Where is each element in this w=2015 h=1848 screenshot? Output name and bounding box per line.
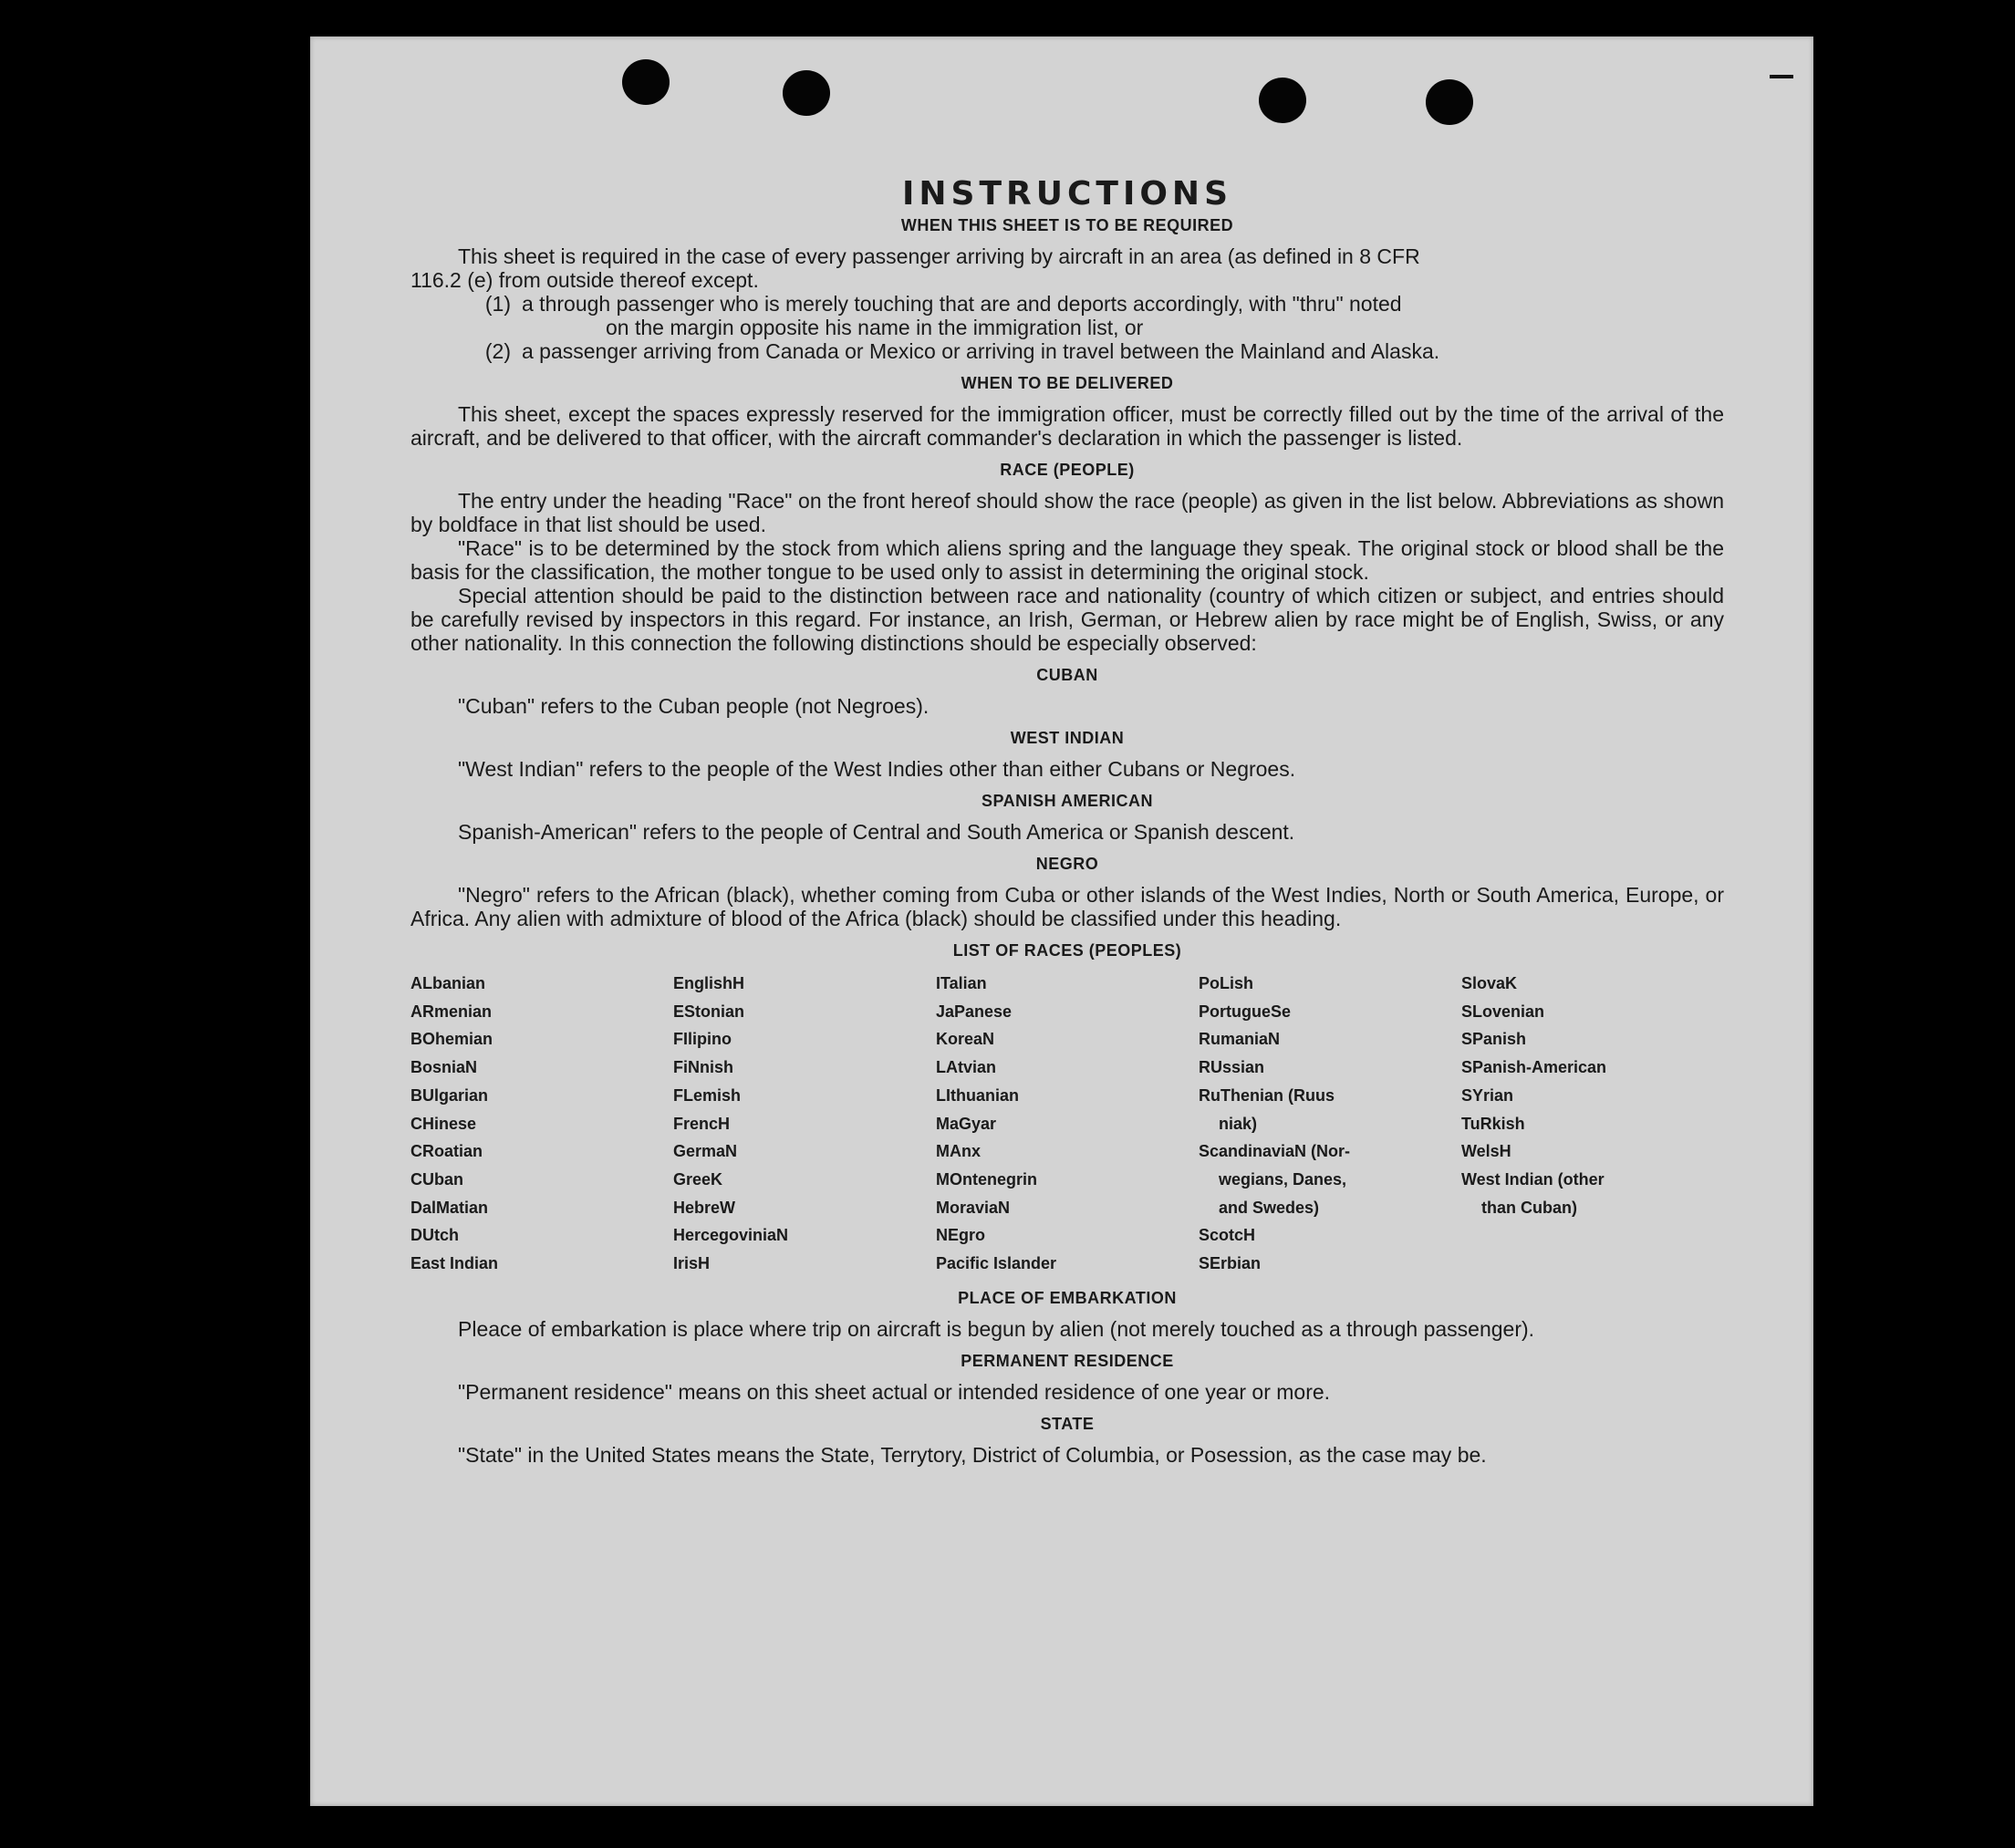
races-list [410, 970, 1724, 1278]
race-entry: CRoatian [410, 1142, 483, 1161]
race-entry: RuThenian (Ruus [1199, 1085, 1335, 1105]
exception-item-2 [410, 339, 1724, 363]
item-text: on the margin opposite his name in the immigration list, or [606, 316, 1144, 339]
race-entry: HercegoviniaN [673, 1226, 789, 1245]
heading-embarkation: PLACE OF EMBARKATION [958, 1288, 1177, 1307]
race-entry: SLovenian [1461, 1002, 1545, 1021]
race-entry: ITalian [936, 974, 987, 992]
race-entry: DUtch [410, 1226, 459, 1245]
heading-spanish-american: SPANISH AMERICAN [981, 792, 1153, 810]
heading-negro: NEGRO [1035, 855, 1099, 873]
exception-item-1 [410, 292, 1724, 316]
heading-list-of-races: LIST OF RACES (PEOPLES) [952, 941, 1182, 960]
races-column-4 [1199, 970, 1461, 1278]
punch-hole [1426, 79, 1473, 125]
permanent-residence-text: "Permanent residence" means on this sheet actual or intended residence of one year or more. [458, 1379, 1331, 1404]
race-entry: PoLish [1199, 974, 1254, 992]
heading-permanent-residence: PERMANENT RESIDENCE [961, 1351, 1174, 1370]
race-entry: West Indian (other [1461, 1169, 1605, 1189]
punch-hole [1259, 78, 1306, 123]
race-entry: BosniaN [410, 1058, 478, 1077]
heading-when-required: WHEN THIS SHEET IS TO BE REQUIRED [900, 216, 1234, 234]
race-entry: HebreW [673, 1198, 736, 1217]
race-entry: MaGyar [936, 1114, 997, 1133]
race-entry: PortugueSe [1199, 1002, 1292, 1021]
punch-hole [783, 70, 830, 116]
state-text: "State" in the United States means the State, Terrytory, District of Columbia, or Posession, as the case may be. [458, 1442, 1487, 1467]
race-entry: GermaN [673, 1142, 738, 1161]
race-entry: ScotcH [1199, 1226, 1256, 1245]
when-required-line2: 116.2 (e) from outside thereof except. [410, 268, 759, 292]
exception-item-1-continued [410, 316, 1724, 339]
race-entry: MOntenegrin [936, 1169, 1037, 1189]
race-entry: LIthuanian [936, 1085, 1019, 1105]
race-entry: NEgro [936, 1226, 985, 1245]
race-entry-continued: than Cuban) [1481, 1198, 1577, 1217]
race-entry: LAtvian [936, 1058, 997, 1077]
race-entry: SYrian [1461, 1085, 1514, 1105]
race-entry: FLemish [673, 1085, 742, 1105]
race-entry: SlovaK [1461, 974, 1518, 992]
race-entry: JaPanese [936, 1002, 1013, 1021]
item-number: (1) [484, 292, 511, 316]
race-entry: East Indian [410, 1254, 499, 1273]
heading-west-indian: WEST INDIAN [1010, 729, 1125, 747]
race-entry: EnglishH [673, 974, 745, 992]
race-entry: MoraviaN [936, 1198, 1011, 1217]
race-paragraph-2: "Race" is to be determined by the stock from which aliens spring and the language they speak. The original stock or blood shall be the basis for the classification, the mother tongue to be used only to assist in determining the original stock. [410, 536, 1724, 584]
race-entry: ScandinaviaN (Nor- [1199, 1142, 1351, 1161]
scan-speck [1770, 75, 1793, 78]
cuban-text: "Cuban" refers to the Cuban people (not Negroes). [458, 694, 930, 718]
spanish-american-text: Spanish-American" refers to the people of Central and South America or Spanish descent. [458, 820, 1295, 844]
heading-state: STATE [1040, 1414, 1095, 1433]
embarkation-text: Pleace of embarkation is place where trip on aircraft is begun by alien (not merely touched as a through passenger). [458, 1316, 1535, 1341]
item-text: a through passenger who is merely touching that are and deports accordingly, with "thru" noted [522, 292, 1402, 316]
races-column-2 [673, 970, 936, 1278]
race-entry: WelsH [1461, 1142, 1511, 1161]
race-entry-continued: niak) [1219, 1114, 1258, 1133]
race-entry: FrencH [673, 1114, 731, 1133]
race-entry: RUssian [1199, 1058, 1265, 1077]
race-entry: ARmenian [410, 1002, 493, 1021]
punch-hole [622, 59, 670, 105]
race-entry: SPanish [1461, 1030, 1527, 1049]
races-column-3 [936, 970, 1199, 1278]
document-sheet [310, 36, 1813, 1806]
race-entry-continued: and Swedes) [1219, 1198, 1320, 1217]
race-entry: CUban [410, 1169, 463, 1189]
race-entry: IrisH [673, 1254, 711, 1273]
race-entry: KoreaN [936, 1030, 995, 1049]
heading-when-delivered: WHEN TO BE DELIVERED [961, 374, 1174, 392]
negro-text: "Negro" refers to the African (black), whether coming from Cuba or other islands of the West Indies, North or South America, Europe, or Africa. Any alien with admixture of blood of the Africa (black) should be classified under this heading. [410, 883, 1724, 930]
item-number: (2) [484, 339, 511, 363]
race-entry: EStonian [673, 1002, 745, 1021]
race-entry: MAnx [936, 1142, 981, 1161]
west-indian-text: "West Indian" refers to the people of the West Indies other than either Cubans or Negroes. [458, 757, 1296, 781]
race-entry-continued: wegians, Danes, [1219, 1169, 1347, 1189]
race-entry: BUlgarian [410, 1085, 489, 1105]
when-delivered-text: This sheet, except the spaces expressly reserved for the immigration officer, must be correctly filled out by the time of the arrival of the aircraft, and be delivered to that officer, with the aircraft commander's declaration in which the passenger is listed. [410, 402, 1724, 450]
race-entry: SPanish-American [1461, 1058, 1607, 1077]
instructions-content [410, 175, 1724, 1467]
race-entry: FIlipino [673, 1030, 732, 1049]
race-entry: Pacific Islander [936, 1254, 1057, 1273]
page-title: INSTRUCTIONS [902, 175, 1232, 213]
races-column-5 [1461, 970, 1724, 1278]
race-entry: CHinese [410, 1114, 477, 1133]
races-column-1 [410, 970, 673, 1278]
race-entry: GreeK [673, 1169, 723, 1189]
item-text: a passenger arriving from Canada or Mexico or arriving in travel between the Mainland and Alaska. [522, 339, 1440, 363]
race-entry: ALbanian [410, 974, 486, 992]
race-entry: RumaniaN [1199, 1030, 1281, 1049]
race-entry: TuRkish [1461, 1114, 1525, 1133]
race-paragraph-1: The entry under the heading "Race" on the front hereof should show the race (people) as given in the list below. Abbreviations as shown by boldface in that list should be used. [410, 489, 1724, 536]
heading-cuban: CUBAN [1036, 666, 1098, 684]
race-entry: FiNnish [673, 1058, 733, 1077]
race-paragraph-3: Special attention should be paid to the distinction between race and nationality (country of which citizen or subject, and entries should be carefully revised by inspectors in this regard. For instance, an Irish, German, or Hebrew alien by race might be of English, Swiss, or any other nationality. In this connection the following distinctions should be especially observed: [410, 584, 1724, 655]
race-entry: BOhemian [410, 1030, 493, 1049]
race-entry: SErbian [1199, 1254, 1262, 1273]
heading-race: RACE (PEOPLE) [1000, 461, 1135, 479]
when-required-line1: This sheet is required in the case of every passenger arriving by aircraft in an area (as defined in 8 CFR [458, 244, 1420, 268]
race-entry: DalMatian [410, 1198, 489, 1217]
